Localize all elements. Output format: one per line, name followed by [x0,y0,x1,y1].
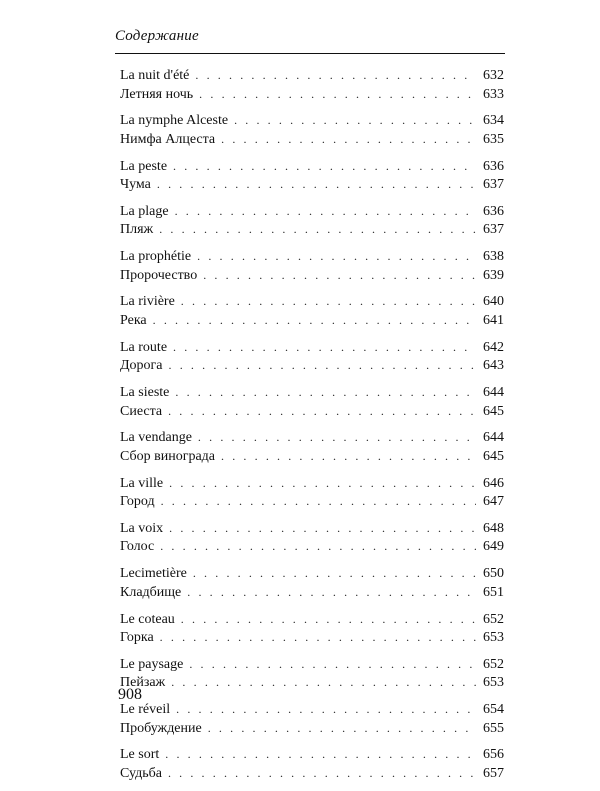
toc-entry-title: Le réveil [120,702,171,718]
page-number: 908 [118,686,142,703]
toc-entry-page: 651 [483,584,504,600]
toc-entry-title: Чума [120,177,151,193]
toc-entry-page: 637 [483,177,504,193]
toc-entry-title: Кладбище [120,584,182,600]
toc-entry-page: 650 [483,566,504,582]
dot-leader [175,383,476,402]
toc-entry [120,474,504,493]
header-rule [115,53,505,54]
dot-leader [197,247,476,266]
dot-leader [153,311,476,330]
toc-entry-title: La nymphe Alceste [120,113,229,129]
toc-entry [120,85,504,104]
toc-entry [120,537,504,556]
dot-leader [199,85,476,104]
dot-leader [189,655,476,674]
toc-entry [120,202,504,221]
toc-entry-page: 656 [483,747,504,763]
toc-entry [120,66,504,85]
toc-entry-page: 636 [483,158,504,174]
toc-entry-title: La vendange [120,430,192,446]
toc-entry [120,583,504,602]
toc-entry [120,764,504,783]
toc-entry-title: Город [120,494,155,510]
toc-entry-page: 652 [483,611,504,627]
toc-entry-page: 640 [483,294,504,310]
toc-entry-title: Le sort [120,747,160,763]
toc-entry-group [120,111,504,148]
toc-entry [120,292,504,311]
toc-entry [120,564,504,583]
toc-entry-title: Судьба [120,765,162,781]
dot-leader [193,564,476,583]
table-of-contents [120,66,504,791]
toc-entry-page: 639 [483,267,504,283]
toc-entry-page: 655 [483,720,504,736]
toc-entry-page: 644 [483,385,504,401]
toc-entry-page: 645 [483,403,504,419]
dot-leader [187,583,476,602]
dot-leader [195,66,476,85]
toc-entry-page: 636 [483,203,504,219]
toc-entry-title: Lecimetière [120,566,187,582]
toc-entry-page: 634 [483,113,504,129]
toc-entry [120,220,504,239]
dot-leader [169,474,476,493]
toc-entry-page: 643 [483,358,504,374]
toc-entry-title: La ville [120,475,164,491]
toc-entry-title: La plage [120,203,169,219]
toc-entry [120,745,504,764]
toc-entry [120,111,504,130]
toc-entry-group [120,610,504,647]
toc-entry-page: 645 [483,448,504,464]
toc-entry [120,247,504,266]
toc-entry-page: 635 [483,131,504,147]
toc-entry-title: La nuit d'été [120,68,190,83]
toc-entry-group [120,519,504,556]
dot-leader [176,700,476,719]
dot-leader [173,157,476,176]
toc-entry [120,719,504,738]
toc-entry-title: Нимфа Алцеста [120,131,216,147]
toc-entry-group [120,338,504,375]
toc-entry-title: La voix [120,520,164,536]
toc-entry-page: 646 [483,475,504,491]
toc-entry-title: Пророчество [120,267,198,283]
toc-entry [120,356,504,375]
toc-entry-title: La peste [120,158,168,174]
toc-entry-group [120,564,504,601]
toc-entry [120,519,504,538]
toc-entry [120,673,504,692]
toc-entry-page: 653 [483,630,504,646]
toc-entry-page: 642 [483,339,504,355]
toc-entry-group [120,157,504,194]
toc-entry-page: 657 [483,765,504,781]
toc-entry-group [120,66,504,103]
toc-entry [120,492,504,511]
toc-entry-page: 644 [483,430,504,446]
dot-leader [203,266,476,285]
toc-entry-title: Голос [120,539,155,555]
toc-entry-title: Le paysage [120,656,184,672]
toc-entry [120,311,504,330]
toc-entry-title: Сиеста [120,403,163,419]
toc-entry [120,700,504,719]
toc-entry [120,402,504,421]
toc-entry [120,383,504,402]
toc-entry [120,655,504,674]
toc-entry-page: 647 [483,494,504,510]
toc-entry-title: Горка [120,630,154,646]
toc-entry-group [120,383,504,420]
toc-entry-title: Дорога [120,358,163,374]
toc-entry-page: 654 [483,702,504,718]
dot-leader [169,356,476,375]
toc-entry [120,628,504,647]
toc-entry-page: 648 [483,520,504,536]
toc-entry-title: Река [120,312,147,328]
toc-entry [120,447,504,466]
dot-leader [157,175,476,194]
toc-entry [120,428,504,447]
dot-leader [221,130,476,149]
dot-leader [160,537,476,556]
toc-entry-group [120,247,504,284]
toc-entry-title: Пляж [120,222,154,238]
dot-leader [208,719,476,738]
dot-leader [168,402,476,421]
dot-leader [160,628,476,647]
toc-entry-group [120,474,504,511]
toc-entry-page: 652 [483,656,504,672]
toc-entry-group [120,700,504,737]
toc-entry [120,338,504,357]
dot-leader [181,610,476,629]
toc-entry-title: Сбор винограда [120,448,216,464]
toc-entry-page: 649 [483,539,504,555]
running-header: Содержание [115,28,199,44]
dot-leader [173,338,476,357]
dot-leader [198,428,476,447]
toc-entry-group [120,202,504,239]
dot-leader [169,519,476,538]
dot-leader [159,220,476,239]
dot-leader [175,202,476,221]
toc-entry-page: 632 [483,68,504,83]
dot-leader [234,111,476,130]
toc-entry-title: La prophétie [120,249,192,265]
dot-leader [221,447,476,466]
toc-entry-page: 637 [483,222,504,238]
dot-leader [181,292,476,311]
toc-entry-page: 653 [483,675,504,691]
toc-entry-title: Пейзаж [120,675,166,691]
toc-entry-title: La rivière [120,294,175,310]
toc-entry-group [120,745,504,782]
toc-entry-page: 641 [483,312,504,328]
dot-leader [165,745,476,764]
toc-entry-title: Пробуждение [120,720,202,736]
toc-entry-title: Le coteau [120,611,175,627]
toc-entry [120,157,504,176]
toc-entry-page: 633 [483,86,504,102]
toc-entry [120,610,504,629]
toc-entry-title: Летняя ночь [120,86,194,102]
toc-entry-title: La sieste [120,385,170,401]
toc-entry [120,175,504,194]
toc-entry [120,130,504,149]
toc-entry-group [120,292,504,329]
toc-entry-group [120,428,504,465]
dot-leader [171,673,476,692]
dot-leader [168,764,476,783]
toc-entry-page: 638 [483,249,504,265]
toc-entry [120,266,504,285]
toc-entry-title: La route [120,339,168,355]
dot-leader [161,492,476,511]
toc-entry-group [120,655,504,692]
